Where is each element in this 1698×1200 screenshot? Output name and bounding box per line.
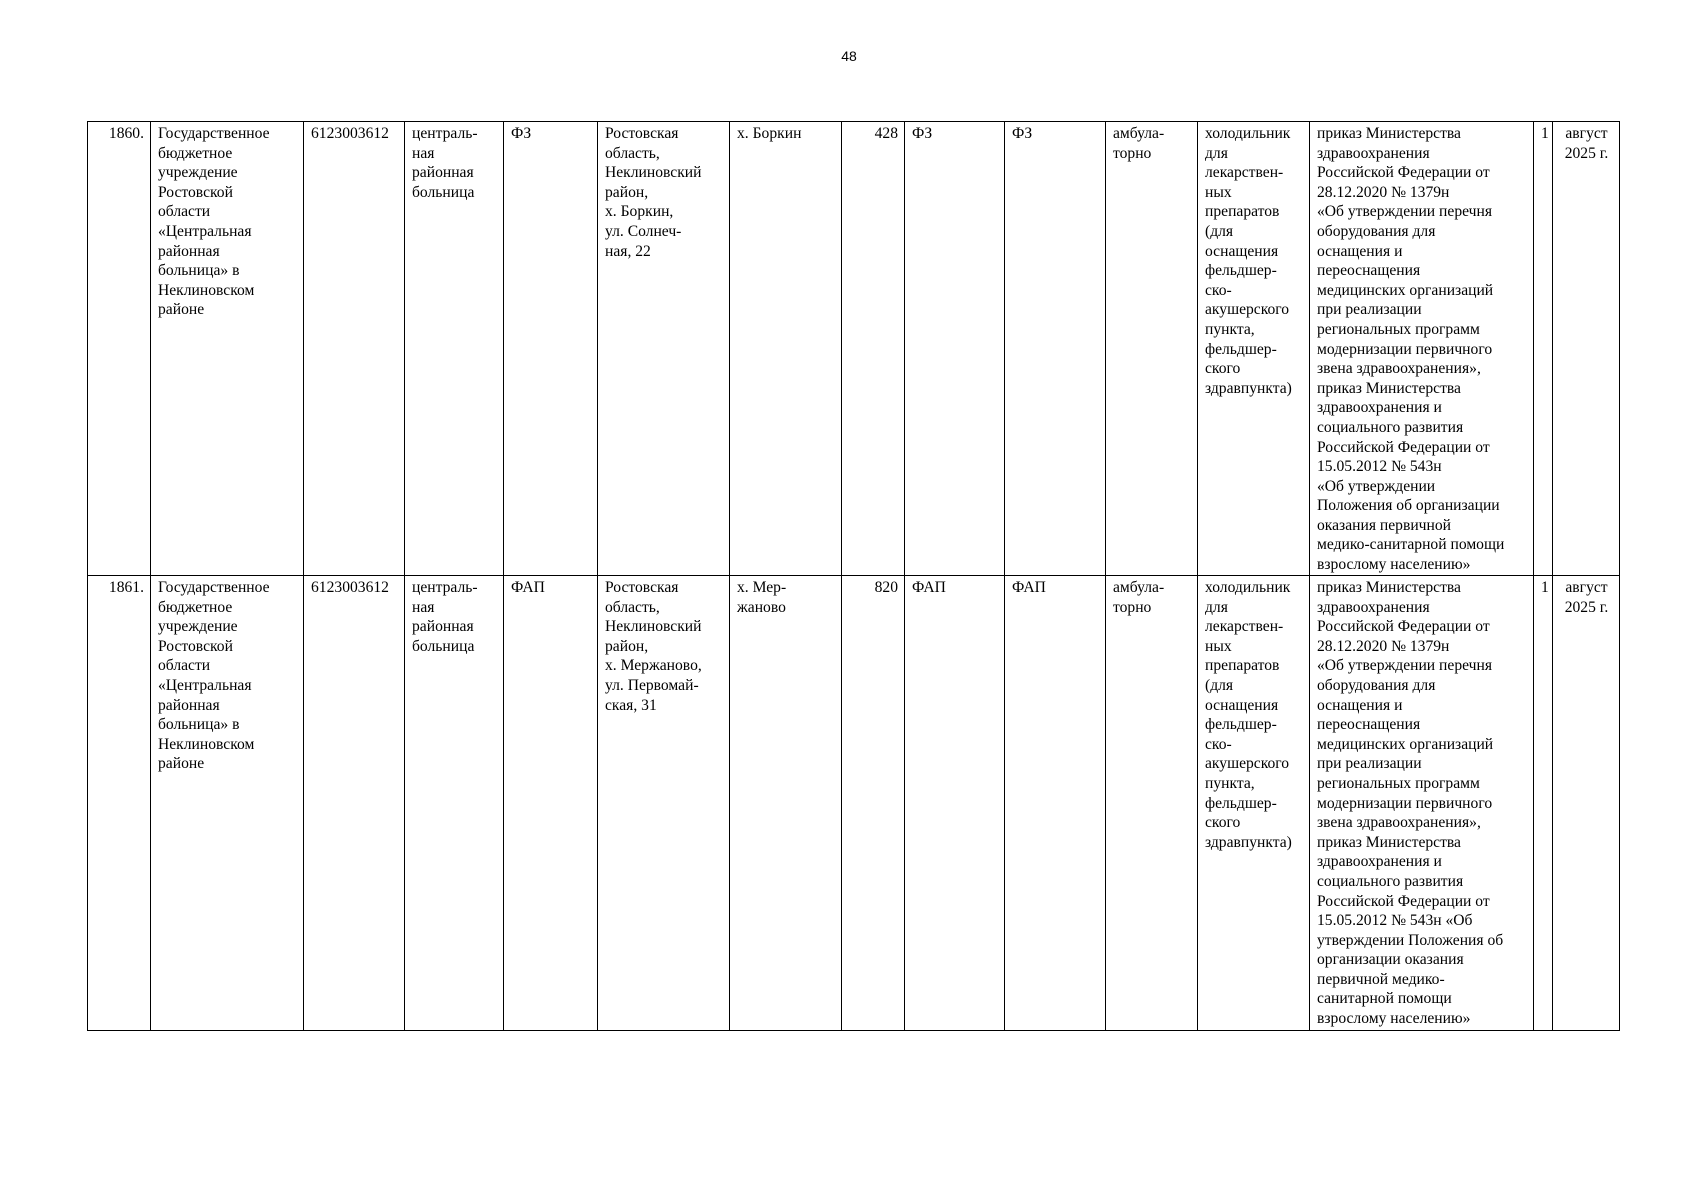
settlement-cell: х. Мер- жаново bbox=[730, 576, 842, 1031]
legal-basis-cell: приказ Министерства здравоохранения Российской Федерации от 28.12.2020 № 1379н «Об утверждении перечня оборудования для оснащения и переоснащения медицинских организаций при реализации региональных программ модернизации первичного звена здравоохранения», приказ Министерства здравоохранения и социального развития Российской Федерации от 15.05.2012 № 543н «Об утверждении Положения об организации оказания первичной медико- санитарной помощи взрослому населению» bbox=[1310, 576, 1534, 1031]
row-number-cell: 1860. bbox=[88, 122, 151, 576]
registry-table bbox=[87, 121, 1620, 1031]
organization-cell: Государственное бюджетное учреждение Ростовской области «Центральная районная больница» в Неклиновском районе bbox=[151, 122, 304, 576]
care-condition-cell: амбула- торно bbox=[1106, 122, 1198, 576]
quantity-cell: 1 bbox=[1534, 122, 1553, 576]
address-cell: Ростовская область, Неклиновский район, х. Боркин, ул. Солнеч- ная, 22 bbox=[598, 122, 730, 576]
org-type-cell: централь- ная районная больница bbox=[405, 122, 504, 576]
quantity-cell: 1 bbox=[1534, 576, 1553, 1031]
population-cell: 820 bbox=[842, 576, 905, 1031]
organization-cell: Государственное бюджетное учреждение Ростовской области «Центральная районная больница» в Неклиновском районе bbox=[151, 576, 304, 1031]
page-number: 48 bbox=[841, 48, 857, 64]
unit-type-3-cell: ФЗ bbox=[1005, 122, 1106, 576]
equipment-cell: холодильник для лекарствен- ных препаратов (для оснащения фельдшер- ско- акушерского пункта, фельдшер- ского здравпункта) bbox=[1198, 576, 1310, 1031]
legal-basis-cell: приказ Министерства здравоохранения Российской Федерации от 28.12.2020 № 1379н «Об утверждении перечня оборудования для оснащения и переоснащения медицинских организаций при реализации региональных программ модернизации первичного звена здравоохранения», приказ Министерства здравоохранения и социального развития Российской Федерации от 15.05.2012 № 543н «Об утверждении Положения об организации оказания первичной медико-санитарной помощи взрослому населению» bbox=[1310, 122, 1534, 576]
address-cell: Ростовская область, Неклиновский район, х. Мержаново, ул. Первомай- ская, 31 bbox=[598, 576, 730, 1031]
unit-type-cell: ФАП bbox=[504, 576, 598, 1031]
unit-type-3-cell: ФАП bbox=[1005, 576, 1106, 1031]
unit-type-2-cell: ФЗ bbox=[905, 122, 1005, 576]
org-type-cell: централь- ная районная больница bbox=[405, 576, 504, 1031]
equipment-cell: холодильник для лекарствен- ных препаратов (для оснащения фельдшер- ско- акушерского пункта, фельдшер- ского здравпункта) bbox=[1198, 122, 1310, 576]
inn-cell: 6123003612 bbox=[304, 576, 405, 1031]
care-condition-cell: амбула- торно bbox=[1106, 576, 1198, 1031]
population-cell: 428 bbox=[842, 122, 905, 576]
deadline-cell: август 2025 г. bbox=[1553, 122, 1620, 576]
row-number-cell: 1861. bbox=[88, 576, 151, 1031]
table-row bbox=[88, 576, 1620, 1031]
settlement-cell: х. Боркин bbox=[730, 122, 842, 576]
table-row bbox=[88, 122, 1620, 576]
deadline-cell: август 2025 г. bbox=[1553, 576, 1620, 1031]
inn-cell: 6123003612 bbox=[304, 122, 405, 576]
unit-type-2-cell: ФАП bbox=[905, 576, 1005, 1031]
unit-type-cell: ФЗ bbox=[504, 122, 598, 576]
